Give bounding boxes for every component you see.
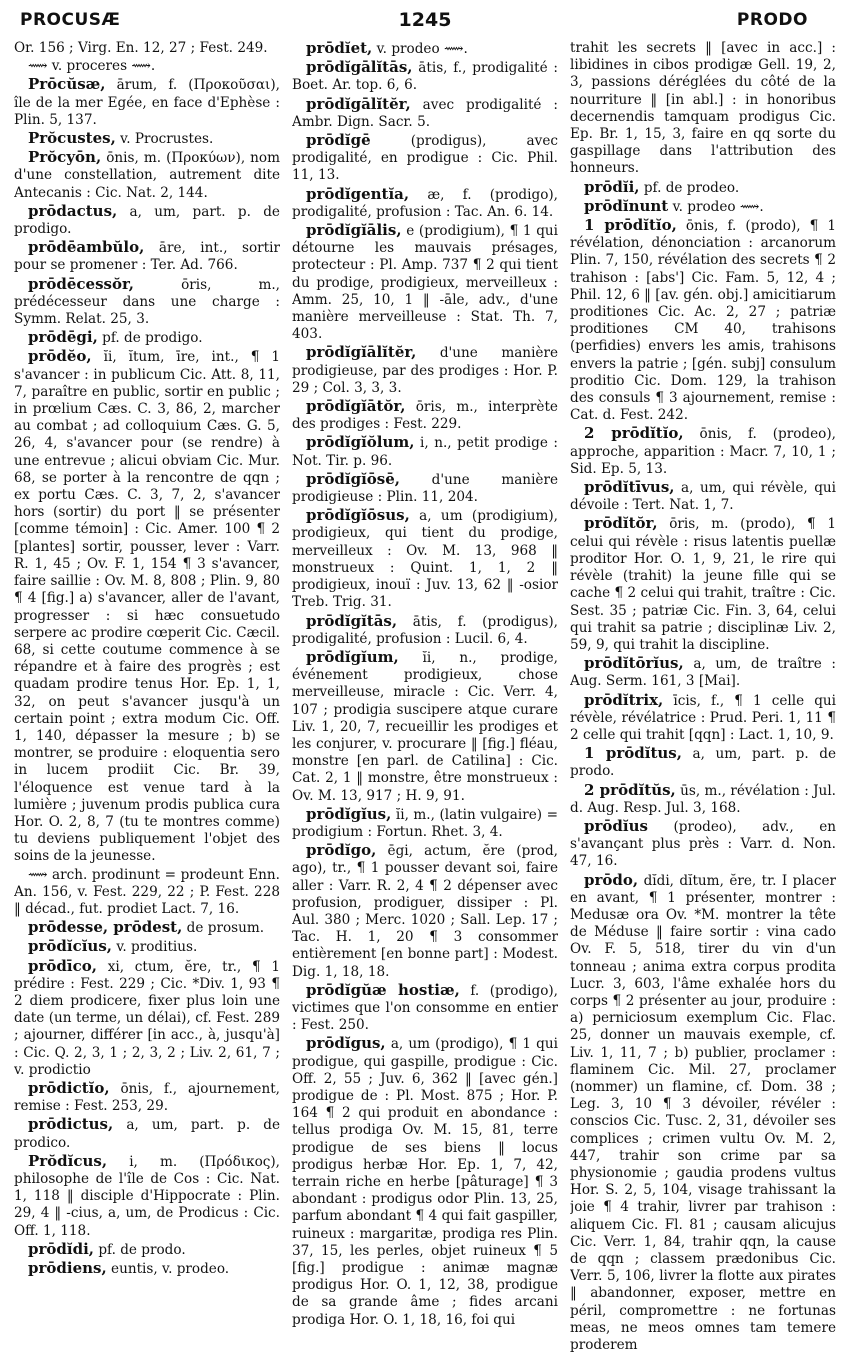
headword: prōdĭgŭæ hostiæ,	[306, 980, 460, 999]
definition-text: ĭi, n., prodige, événement prodigieux, chose merveilleuse, miracle : Cic. Verr. 4, 107 ; prodigia suscipere atque curare Liv. 1, 20, 7, recueillir les prodiges et les conjurer, v. procurare ‖ [fig.] fléau, monstre [en parl. de Catilina] : Cic. Cat. 2, 1 ‖ monstre, être monstrueux : Ov. M. 13, 917 ; H. 9, 91.	[292, 649, 558, 804]
dictionary-entry	[570, 425, 836, 478]
dictionary-entry	[570, 40, 836, 178]
dictionary-entry	[292, 434, 558, 469]
definition-text: ĭi, m., (latin vulgaire) = prodigium : Fortun. Rhet. 3, 4.	[292, 806, 558, 840]
definition-text: ōnis, f. (prodo), ¶ 1 révélation, dénonciation : arcanorum Plin. 7, 150, révélation des secrets ¶ 2 trahison : [abs'] Cic. Fam. 5, 12, 4 ; Phil. 12, 6 ‖ [av. gén. obj.] amicitiarum proditiones Cic. Ac. 2, 27 ; patriæ proditiones CM 40, trahisons (perfidies) envers les amis, trahisons envers la patrie ; [gén. subj] consulum proditio Cic. Dom. 129, la trahison des consuls ¶ 3 ajournement, remise : Cat. d. Fest. 242.	[570, 218, 836, 424]
definition-text: ĭi, ĭtum, īre, int., ¶ 1 s'avancer : in publicum Cic. Att. 8, 11, 7, paraître en public, sortir en public ; in prœlium Cæs. C. 3, 86, 2, marcher au combat ; ad colloquium Cæs. G. 5, 26, 4, s'avancer pour (se rendre) à une entrevue ; alicui obviam Cic. Mur. 68, se porter à la rencontre de qqn ; ex portu Cæs. C. 3, 7, 2, s'avancer hors (sortir) du port ‖ se présenter [comme témoin] : Cic. Amer. 100 ¶ 2 [plantes] sortir, pousser, lever : Varr. R. 1, 45 ; Ov. F. 1, 154 ¶ 3 s'avancer, faire saillie : Ov. M. 8, 808 ; Plin. 9, 80 ¶ 4 [fig.] a) s'avancer, aller de l'avant, progresser : si hæc consuetudo serpere ac prodire cœperit Cic. Cæcil. 68, si cette coutume commence à se répandre et à faire des progrès ; est quadam prodire tenus Hor. Ep. 1, 1, 32, on peut s'avancer jusqu'à un certain point ; extra modum Cic. Off. 1, 140, dépasser la mesure ; b) se montrer, se produire : eloquentia sero in lucem prodiit Cic. Br. 39, l'éloquence est venue tard à la lumière ; juvenum prodis publica cura Hor. O. 2, 8, 7 (tu te montres comme) tu deviens publiquement l'objet des soins de la jeunesse.	[14, 349, 280, 865]
definition-text: avec prodigalité : Ambr. Dign. Sacr. 5.	[292, 96, 558, 130]
headword: prōdēcessŏr,	[28, 274, 135, 293]
headword: Prŏcyōn,	[28, 148, 102, 167]
definition-text: (prodeo), adv., en s'avançant plus près : Varr. d. Non. 47, 16.	[570, 818, 836, 870]
dictionary-entry	[14, 958, 280, 1079]
headword: 2 prōdĭtĭo,	[584, 424, 684, 443]
definition-text: trahit les secrets ‖ [avec in acc.] : libidines in cibos prodigæ Gell. 19, 2, 3, passions déréglées du côté de la nourriture ‖ [in abl.] : in honoribus decernendis tamquam prodigus Cic. Ep. Br. 1, 15, 3, faire en qq sorte du gaspillage dans l'attribution des honneurs.	[570, 40, 836, 177]
definition-text: a, um, de traître : Aug. Serm. 161, 3 [Mai].	[570, 656, 836, 690]
definition-text: ōnis, m. (Προκύων), nom d'une constellation, autrement dite Antecanis : Cic. Nat. 2, 144.	[14, 150, 280, 201]
headword: prōdĭgĭōsē,	[306, 469, 400, 488]
definition-text: ātis, f., prodigalité : Boet. Ar. top. 6, 6.	[292, 60, 558, 94]
headword: 1 prōdĭtus,	[584, 744, 682, 763]
dictionary-entry	[14, 203, 280, 238]
dictionary-entry	[570, 198, 836, 216]
headword: prōdīco,	[28, 956, 97, 975]
headword: prōdĭgālĭtĕr,	[306, 94, 411, 113]
headword: Prŏcustes,	[28, 129, 116, 148]
dictionary-entry	[14, 149, 280, 202]
headword: prōdesse, prōdest,	[28, 918, 183, 937]
headword: prōdĭgĭtās,	[306, 611, 398, 630]
definition-text: dĭdi, dĭtum, ĕre, tr. I placer en avant, ¶ 1 présenter, montrer : Medusæ ora Ov. *M. montrer la tête de Méduse ‖ faire sortir : vina cado Ov. F. 5, 518, tirer du vin d'un tonneau ; anima extra corpus prodita Lucr. 3, 603, l'âme exhalée hors du corps ¶ 2 présenter au jour, produire : a) perniciosum exemplum Cic. Flac. 25, donner un mauvais exemple, cf. Liv. 1, 11, 7 ; b) publier, proclamer : flaminem Cic. Mil. 27, proclamer (nommer) un flamine, cf. Dom. 38 ; Leg. 3, 10 ¶ 3 dévoiler, révéler : conscios Cic. Tusc. 2, 31, dévoiler ses complices ; crimen vultu Ov. M. 2, 447, trahir son crime par sa physionomie ; gaudia prodens vultus Hor. S. 2, 5, 104, visage trahissant la joie ¶ 4 trahir, livrer par trahison : aliquem Cic. Fl. 81 ; causam alicujus Cic. Verr. 1, 84, trahir qqn, la cause de qqn ; classem prædonibus Cic. Verr. 5, 106, livrer la flotte aux pirates ‖ abandonner, exposer, mettre en péril, compromettre : ne fortunas meas, ne meos omnes tam temere proderem	[570, 872, 836, 1354]
definition-text: f. (prodigo), victimes que l'on consomme en entier : Fest. 250.	[292, 982, 558, 1034]
definition-text: æ, f. (prodigo), prodigalité, profusion : Tac. An. 6. 14.	[292, 186, 558, 220]
headword: prōdictus,	[28, 1115, 114, 1134]
headword: Prōcŭsæ,	[28, 75, 106, 94]
dictionary-entry	[14, 919, 280, 937]
definition-text: v. prodeo ⟿.	[672, 198, 764, 215]
headword: prōdĭgĭōsus,	[306, 506, 410, 525]
dictionary-entry	[14, 348, 280, 865]
dictionary-entry	[14, 276, 280, 329]
dictionary-entry	[292, 96, 558, 131]
definition-text: e (prodigium), ¶ 1 qui détourne les mauvais présages, protecteur : Pl. Amp. 737 ¶ 2 qui tient du prodige, prodigieux, merveilleux : Amm. 25, 10, 1 ‖ -āle, adv., d'une manière merveilleuse : Stat. Th. 7, 403.	[292, 223, 558, 343]
dictionary-entry	[570, 782, 836, 817]
definition-text: ōris, m., prédécesseur dans une charge : Symm. Relat. 25, 3.	[14, 276, 280, 328]
dictionary-columns	[14, 40, 836, 1354]
headword: prōdĭtŏr,	[584, 514, 658, 533]
definition-text: pf. de prodigo.	[102, 330, 203, 347]
dictionary-entry	[292, 806, 558, 841]
headword: prōdĭgĭus,	[306, 804, 392, 823]
dictionary-entry	[14, 1116, 280, 1151]
definition-text: īcis, f., ¶ 1 celle qui révèle, révélatrice : Prud. Peri. 1, 11 ¶ 2 celle qui trahit [qqn] : Lact. 1, 10, 9.	[570, 692, 836, 743]
definition-text: a, um, part. p. de prodo.	[570, 746, 836, 780]
headword: prōdĭgentĭa,	[306, 184, 410, 203]
column-left	[14, 40, 280, 1354]
dictionary-entry	[14, 1080, 280, 1115]
definition-text: a, um, part. p. de prodico.	[14, 1117, 280, 1151]
headword: prōdĭtīvus,	[584, 478, 675, 497]
headword: prōdĭgālĭtās,	[306, 58, 413, 77]
headword: 2 prōdĭtŭs,	[584, 780, 676, 799]
definition-text: pf. de prodeo.	[643, 179, 740, 196]
dictionary-entry	[292, 59, 558, 94]
headword: prōdiens,	[28, 1259, 107, 1278]
headword: prōdĭtōrĭus,	[584, 654, 684, 673]
dictionary-entry	[570, 818, 836, 871]
column-right	[570, 40, 836, 1354]
dictionary-entry	[570, 692, 836, 745]
definition-text: a, um, part. p. de prodigo.	[14, 203, 280, 238]
headword: prōdĭus	[584, 816, 648, 835]
headword: Prŏdĭcus,	[28, 1151, 108, 1170]
headword: prōdĭgē	[306, 131, 371, 150]
dictionary-entry	[292, 613, 558, 648]
headword: prōdĭgĭŏlum,	[306, 433, 415, 452]
definition-text: ōnis, f., ajournement, remise : Fest. 253, 29.	[14, 1080, 280, 1115]
headword: prōdĭet,	[306, 40, 373, 57]
headword: prōdictĭo,	[28, 1078, 110, 1097]
dictionary-entry	[292, 471, 558, 506]
dictionary-entry	[570, 179, 836, 197]
dictionary-entry	[292, 132, 558, 185]
definition-text: ēgi, actum, ĕre (prod, ago), tr., ¶ 1 pousser devant soi, faire aller : Varr. R. 2, 4 ¶ 2 dépenser avec profusion, prodiguer, dissiper : Pl. Aul. 380 ; Merc. 1020 ; Sall. Lep. 17 ; Tac. H. 1, 20 ¶ 3 consommer entièrement [en bonne part] : Modest. Dig. 1, 18, 18.	[292, 843, 558, 980]
definition-text: a, um (prodigo), ¶ 1 qui prodigue, qui gaspille, prodigue : Cic. Off. 2, 55 ; Juv. 6, 362 ‖ [avec gén.] prodigue de : Pl. Most. 875 ; Hor. P. 164 ¶ 2 qui produit en abondance : tellus prodiga Ov. M. 15, 81, terre prodigue de ses biens ‖ locus prodigus herbæ Hor. Ep. 1, 7, 42, terrain riche en herbe [pâturage] ¶ 3 abondant : prodigus odor Plin. 13, 25, parfum abondant ¶ 4 qui fait gaspiller, ruineux : margaritæ, prodiga res Plin. 37, 15, les perles, objet ruineux ¶ 5 [fig.] prodigue : animæ magnæ prodigus Hor. O. 1, 12, 38, prodigue de sa grande âme ; fides arcani prodiga Hor. O. 1, 18, 16, foi qui	[292, 1036, 558, 1328]
dictionary-entry	[292, 982, 558, 1035]
headword: prōdĭgĭālis,	[306, 221, 402, 240]
headword: prōdĭgus,	[306, 1034, 386, 1053]
headword: prōdēambŭlo,	[28, 238, 145, 257]
definition-text: ōris, m., interprète des prodiges : Fest. 229.	[292, 399, 558, 433]
definition-text: ūs, m., révélation : Jul. d. Aug. Resp. Jul. 3, 168.	[570, 782, 836, 816]
definition-text: a, um (prodigium), prodigieux, qui tient du prodige, merveilleux : Ov. M. 13, 968 ‖ monstrueux : Quint. 1, 1, 2 ‖ prodigieux, inouï : Juv. 13, 62 ‖ -osior Treb. Trig. 31.	[292, 508, 558, 611]
dictionary-entry	[14, 1260, 280, 1278]
headword: prōdactus,	[28, 201, 118, 220]
definition-text: v. prodeo ⟿.	[376, 41, 468, 57]
running-head-right: PRODO	[736, 10, 808, 30]
dictionary-entry	[570, 745, 836, 780]
dictionary-entry	[570, 515, 836, 654]
dictionary-entry	[14, 40, 280, 57]
dictionary-entry	[14, 130, 280, 148]
dictionary-entry	[292, 398, 558, 433]
dictionary-entry	[292, 842, 558, 981]
dictionary-entry	[14, 1241, 280, 1259]
definition-text: ōnis, f. (prodeo), approche, apparition : Macr. 7, 10, 1 ; Sid. Ep. 5, 13.	[570, 426, 836, 477]
dictionary-entry	[14, 938, 280, 956]
headword: prōdĭnunt	[584, 196, 669, 215]
dictionary-entry	[292, 649, 558, 805]
definition-text: Or. 156 ; Virg. En. 12, 27 ; Fest. 249.	[14, 40, 268, 56]
running-head-left: PROCUSÆ	[20, 10, 121, 30]
headword: prōdĭcĭus,	[28, 937, 112, 956]
definition-text: d'une manière prodigieuse, par des prodiges : Hor. P. 29 ; Col. 3, 3, 3.	[292, 345, 558, 396]
definition-text: a, um, qui révèle, qui dévoile : Tert. Nat. 1, 7.	[570, 480, 836, 514]
definition-text: de prosum.	[186, 920, 265, 937]
definition-text: (prodigus), avec prodigalité, en prodigue : Cic. Phil. 11, 13.	[292, 133, 558, 184]
dictionary-entry	[292, 344, 558, 397]
definition-text: ātis, f. (prodigus), prodigalité, profusion : Lucil. 6, 4.	[292, 613, 558, 647]
headword: prōdĕo,	[28, 347, 92, 366]
dictionary-entry	[292, 40, 558, 58]
dictionary-entry	[570, 479, 836, 514]
headword: prōdĭgo,	[306, 841, 377, 860]
definition-text: v. proditius.	[116, 939, 198, 956]
dictionary-entry	[14, 867, 280, 919]
dictionary-entry	[570, 655, 836, 690]
dictionary-entry	[14, 329, 280, 347]
headword: prōdo,	[584, 870, 639, 889]
dictionary-entry	[292, 222, 558, 343]
column-middle	[292, 40, 558, 1354]
page-number: 1245	[398, 9, 452, 31]
dictionary-entry	[14, 239, 280, 274]
definition-text: pf. de prodo.	[98, 1241, 186, 1258]
definition-text: ⟿ v. proceres ⟿.	[28, 58, 156, 75]
dictionary-entry	[570, 217, 836, 424]
definition-text: ⟿ arch. prodinunt = prodeunt Enn. An. 156, v. Fest. 229, 22 ; P. Fest. 228 ‖ décad., fut. prodiet Lact. 7, 16.	[14, 866, 280, 917]
definition-text: āre, int., sortir pour se promener : Ter. Ad. 766.	[14, 240, 280, 274]
definition-text: i, n., petit prodige : Not. Tir. p. 96.	[292, 435, 558, 469]
definition-text: i, m. (Πρόδικος), philosophe de l'île de Cos : Cic. Nat. 1, 118 ‖ disciple d'Hippocrate : Plin. 29, 4 ‖ -cius, a, um, de Prodicus : Cic. Off. 1, 118.	[14, 1153, 280, 1239]
definition-text: euntis, v. prodeo.	[111, 1261, 230, 1278]
headword: prōdēgi,	[28, 328, 98, 347]
definition-text: d'une manière prodigieuse : Plin. 11, 204.	[292, 471, 558, 506]
headword: prōdĭi,	[584, 177, 640, 196]
dictionary-entry	[570, 872, 836, 1354]
definition-text: ōris, m. (prodo), ¶ 1 celui qui révèle : risus latentis puellæ proditor Hor. O. 1, 9, 21, le rire qui révèle (trahit) la jeune fille qui se cache ¶ 2 celui qui trahit, traître : Cic. Sest. 35 ; patriæ Cic. Fin. 3, 64, celui qui trahit sa patrie ; disciplinæ Liv. 2, 59, 9, qui trahit la discipline.	[570, 516, 836, 653]
headword: prōdĭgĭātŏr,	[306, 397, 406, 416]
headword: prōdĭtrix,	[584, 690, 664, 709]
definition-text: v. Procrustes.	[120, 131, 214, 148]
headword: prōdĭgĭālĭtĕr,	[306, 343, 417, 362]
dictionary-entry	[14, 58, 280, 75]
headword: prōdĭgĭum,	[306, 647, 399, 666]
headword: 1 prōdĭtĭo,	[584, 216, 677, 235]
dictionary-entry	[292, 507, 558, 611]
dictionary-entry	[292, 1035, 558, 1328]
page-header	[14, 6, 836, 36]
dictionary-entry	[14, 1153, 280, 1240]
definition-text: xi, ctum, ĕre, tr., ¶ 1 prédire : Fest. 229 ; Cic. *Div. 1, 93 ¶ 2 diem prodicere, fixer plus loin une date (un terme, un délai), cf. Fest. 289 ; ajourner, différer [in acc., à, jusqu'à] : Cic. Q. 2, 3, 1 ; 2, 3, 2 ; Liv. 2, 61, 7 ; v. prodictio	[14, 958, 280, 1078]
headword: prōdĭdi,	[28, 1239, 94, 1258]
dictionary-entry	[14, 76, 280, 129]
definition-text: ārum, f. (Προκοῦσαι), île de la mer Egée, en face d'Ephèse : Plin. 5, 137.	[14, 77, 280, 128]
dictionary-entry	[292, 186, 558, 221]
